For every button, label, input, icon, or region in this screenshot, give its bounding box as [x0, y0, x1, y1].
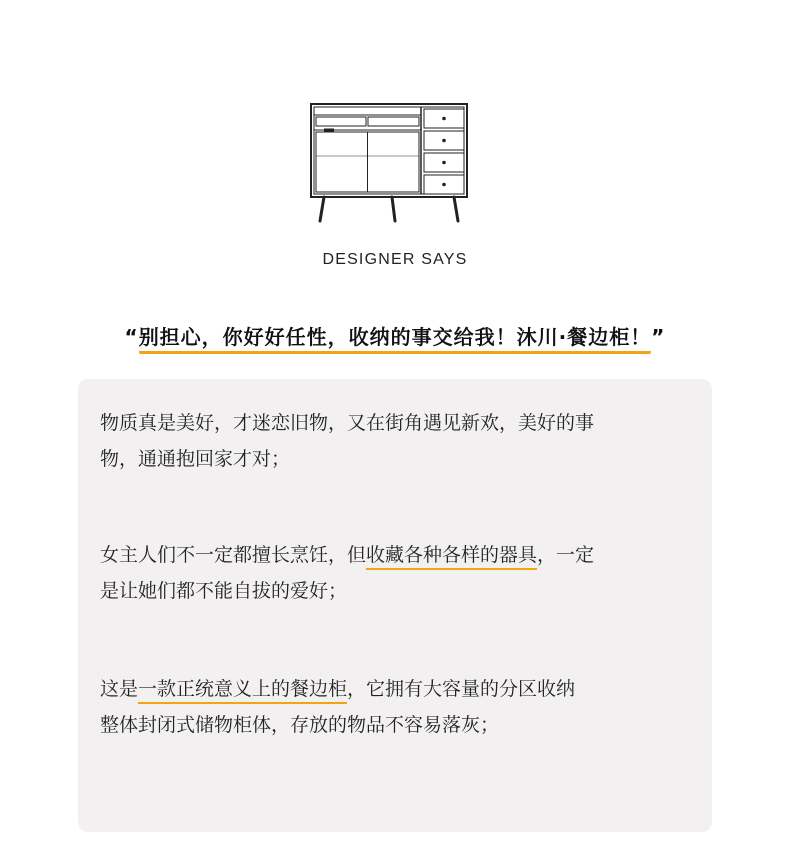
paragraph-3 [100, 671, 700, 743]
sideboard-cabinet-icon [308, 100, 472, 224]
paragraph-3-line-1 [100, 671, 700, 707]
paragraph-2-line-1 [100, 537, 700, 573]
paragraph-2 [100, 537, 700, 609]
quote-open-mark: “ [124, 325, 139, 349]
quote [0, 325, 790, 354]
quote-close-mark: ” [651, 325, 666, 349]
paragraph-1-line-1: 物质真是美好，才迷恋旧物，又在街角遇见新欢，美好的事 [100, 412, 595, 434]
paragraph-3-text-before: 这是 [100, 678, 139, 700]
designer-says-label: DESIGNER SAYS [322, 251, 468, 268]
paragraph-1-line-2: 物，通通抱回家才对； [100, 448, 291, 470]
paragraph-3-line-2: 整体封闭式储物柜体，存放的物品不容易落灰； [100, 714, 500, 736]
paragraph-2-highlight: 收藏各种各样的器具 [366, 544, 537, 570]
paragraph-1 [100, 405, 700, 477]
paragraph-2-text-after: ，一定 [537, 544, 595, 566]
description-card [78, 379, 712, 832]
paragraph-2-text-before: 女主人们不一定都擅长烹饪，但 [100, 544, 367, 566]
quote-text: 别担心，你好好任性，收纳的事交给我！沐川·餐边柜！ [139, 325, 652, 354]
paragraph-2-line-2: 是让她们都不能自拔的爱好； [100, 580, 348, 602]
paragraph-3-highlight: 一款正统意义上的餐边柜 [138, 678, 347, 704]
paragraph-3-text-after: ，它拥有大容量的分区收纳 [347, 678, 576, 700]
